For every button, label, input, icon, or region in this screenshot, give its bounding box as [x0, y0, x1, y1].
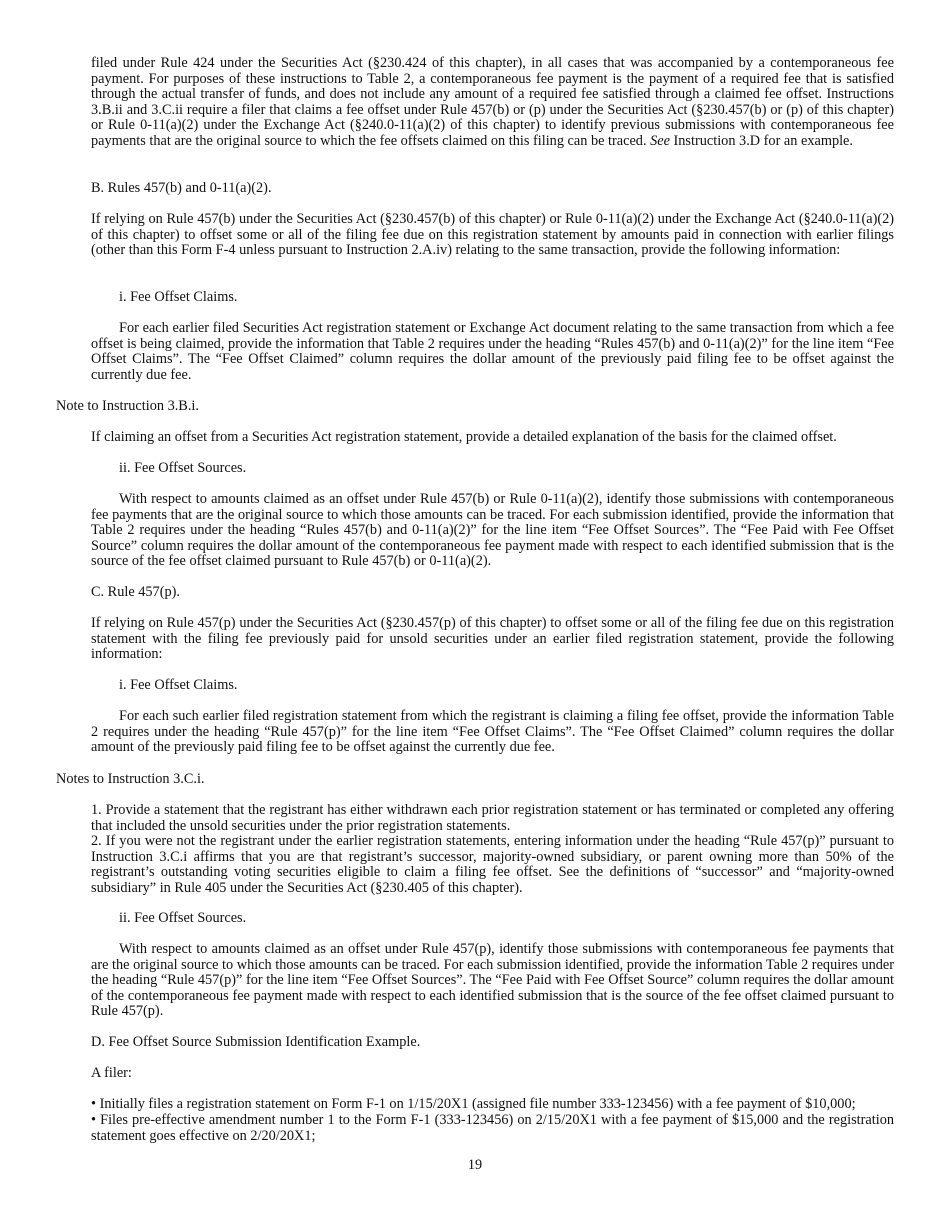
heading-3b-ii: ii. Fee Offset Sources. — [119, 460, 247, 476]
heading-3b: B. Rules 457(b) and 0-11(a)(2). — [91, 180, 272, 196]
note-3c-i-heading: Notes to Instruction 3.C.i. — [56, 771, 205, 787]
heading-3d: D. Fee Offset Source Submission Identification Example. — [91, 1034, 421, 1050]
heading-3c-ii: ii. Fee Offset Sources. — [119, 910, 247, 926]
heading-3b-i: i. Fee Offset Claims. — [119, 289, 238, 305]
paragraph-3d-intro: A filer: — [91, 1065, 132, 1081]
paragraph-3c: If relying on Rule 457(p) under the Securities Act (§230.457(p) of this chapter) to offset some or all of the filing fee due on this registration statement with the filing fee previously paid for unsold securities under an earlier filed registration statement, provide the following information: — [91, 615, 894, 662]
note-3b-i-text: If claiming an offset from a Securities Act registration statement, provide a detailed explanation of the basis for the claimed offset. — [91, 429, 837, 445]
paragraph-3b-i: For each earlier filed Securities Act registration statement or Exchange Act document relating to the same transaction from which a fee offset is being claimed, provide the information that Table 2 requires under the heading “Rules 457(b) and 0-11(a)(2)” for the line item “Fee Offset Claims”. The “Fee Offset Claimed” column requires the dollar amount of the previously paid filing fee to be offset against the currently due fee. — [91, 320, 894, 383]
paragraph-contemporaneous-fee — [91, 56, 894, 149]
note-3c-i-item-1: 1. Provide a statement that the registrant has either withdrawn each prior registration statement or has terminated or completed any offering that included the unsold securities under the prior registration statements. — [91, 802, 894, 834]
paragraph-3b-ii: With respect to amounts claimed as an offset under Rule 457(b) or Rule 0-11(a)(2), identify those submissions with contemporaneous fee payments that are the original source to which those amounts can be traced. For each submission identified, provide the information that Table 2 requires under the heading “Rules 457(b) and 0-11(a)(2)” for the line item “Fee Offset Sources”. The “Fee Paid with Fee Offset Source” column requires the dollar amount of the contemporaneous fee payment made with respect to each identified submission that is the source of the fee offset claimed pursuant to Rule 457(b) or 0-11(a)(2). — [91, 491, 894, 569]
paragraph-text-tail: Instruction 3.D for an example. — [669, 132, 853, 149]
paragraph-3c-ii: With respect to amounts claimed as an offset under Rule 457(p), identify those submissions with contemporaneous fee payments that are the original source to which those amounts can be traced. For each submission identified, provide the information Table 2 requires under the heading “Rule 457(p)” for the line item “Fee Offset Sources”. The “Fee Paid with Fee Offset Source” column requires the dollar amount of the contemporaneous fee payment made with respect to each identified submission that is the source of the fee offset claimed pursuant to Rule 457(p). — [91, 941, 894, 1019]
page-number: 19 — [467, 1157, 483, 1173]
paragraph-3b: If relying on Rule 457(b) under the Securities Act (§230.457(b) of this chapter) or Rule 0-11(a)(2) under the Exchange Act (§240.0-11(a)(2) of this chapter) to offset some or all of the filing fee due on this registration statement by amounts paid in connection with earlier filings (other than this Form F-4 unless pursuant to Instruction 2.A.iv) relating to the same transaction, provide the following information: — [91, 211, 894, 258]
heading-3c: C. Rule 457(p). — [91, 584, 180, 600]
note-3c-i-item-2: 2. If you were not the registrant under the earlier registration statements, entering information under the heading “Rule 457(p)” pursuant to Instruction 3.C.i affirms that you are that registrant’s successor, majority-owned subsidiary, or parent owning more than 50% of the registrant’s outstanding voting securities eligible to claim a filing fee offset. See the definitions of “successor” and “majority-owned subsidiary” in Rule 405 under the Securities Act (§230.405 of this chapter). — [91, 833, 894, 896]
note-3b-i-heading: Note to Instruction 3.B.i. — [56, 398, 199, 414]
heading-3c-i: i. Fee Offset Claims. — [119, 677, 238, 693]
bullet-item-1: • Initially files a registration statement on Form F-1 on 1/15/20X1 (assigned file number 333-123456) with a fee payment of $10,000; — [91, 1096, 856, 1112]
see-reference: See — [650, 132, 670, 149]
paragraph-3c-i: For each such earlier filed registration statement from which the registrant is claiming a filing fee offset, provide the information Table 2 requires under the heading “Rule 457(p)” for the line item “Fee Offset Claims”. The “Fee Offset Claimed” column requires the dollar amount of the previously paid filing fee to be offset against the currently due fee. — [91, 708, 894, 755]
bullet-item-2: • Files pre-effective amendment number 1 to the Form F-1 (333-123456) on 2/15/20X1 with a fee payment of $15,000 and the registration statement goes effective on 2/20/20X1; — [91, 1112, 894, 1144]
paragraph-text: filed under Rule 424 under the Securities Act (§230.424 of this chapter), in all cases that was accompanied by a contemporaneous fee payment. For purposes of these instructions to Table 2, a contemporaneous fee payment is the payment of a required fee that is satisfied through the actual transfer of funds, and does not include any amount of a required fee satisfied through a claimed fee offset. Instructions 3.B.ii and 3.C.ii require a filer that claims a fee offset under Rule 457(b) or (p) under the Securities Act (§230.457(b) or (p) of this chapter) or Rule 0-11(a)(2) under the Exchange Act (§240.0-11(a)(2) of this chapter) to identify previous submissions with contemporaneous fee payments that are the original source to which the fee offsets claimed on this filing can be traced. — [91, 55, 894, 149]
